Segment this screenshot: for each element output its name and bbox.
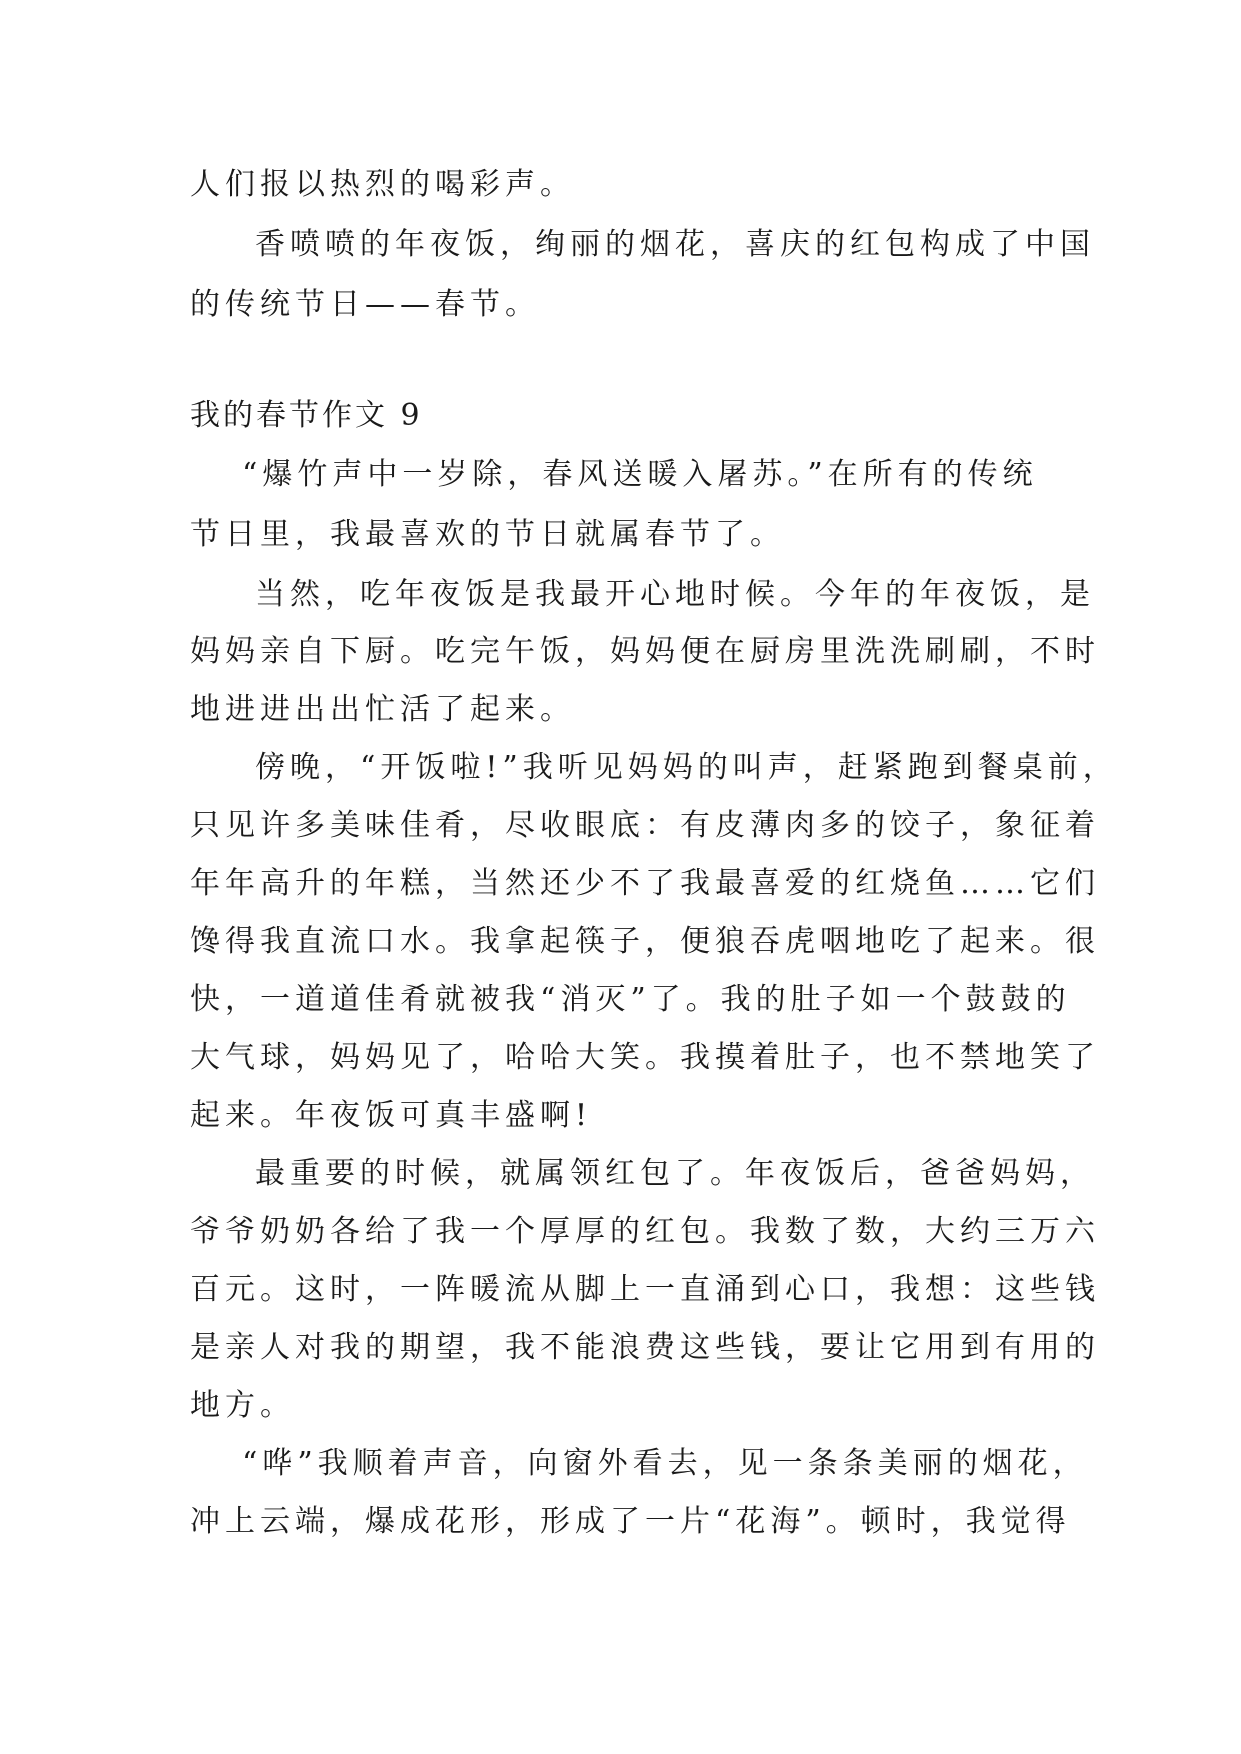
- paragraph-line: 妈妈亲自下厨。吃完午饭，妈妈便在厨房里洗洗刷刷，不时: [190, 634, 1100, 669]
- paragraph-line: “爆竹声中一岁除，春风送暖入屠苏。”在所有的传统: [242, 457, 1038, 492]
- paragraph-line: 只见许多美味佳肴，尽收眼底：有皮薄肉多的饺子，象征着: [190, 808, 1100, 843]
- paragraph-line: 的传统节日——春节。: [190, 287, 540, 322]
- paragraph-line: 当然，吃年夜饭是我最开心地时候。今年的年夜饭，是: [255, 577, 1095, 612]
- paragraph-line: 地进进出出忙活了起来。: [190, 692, 575, 727]
- paragraph-line: 快，一道道佳肴就被我“消灭”了。我的肚子如一个鼓鼓的: [190, 982, 1071, 1017]
- paragraph-line: 起来。年夜饭可真丰盛啊!: [190, 1098, 593, 1133]
- paragraph-line: 爷爷奶奶各给了我一个厚厚的红包。我数了数，大约三万六: [190, 1214, 1100, 1249]
- paragraph-line: “哗”我顺着声音，向窗外看去，见一条条美丽的烟花，: [242, 1446, 1088, 1481]
- paragraph-line: 百元。这时，一阵暖流从脚上一直涌到心口，我想：这些钱: [190, 1272, 1100, 1307]
- paragraph-line: 香喷喷的年夜饭，绚丽的烟花，喜庆的红包构成了中国: [255, 227, 1095, 262]
- paragraph-line: 人们报以热烈的喝彩声。: [190, 167, 575, 202]
- paragraph-line: 最重要的时候，就属领红包了。年夜饭后，爸爸妈妈，: [255, 1156, 1095, 1191]
- paragraph-line: 节日里，我最喜欢的节日就属春节了。: [190, 517, 785, 552]
- section-title: 我的春节作文 9: [190, 398, 423, 433]
- paragraph-line: 傍晚，“开饭啦!”我听见妈妈的叫声，赶紧跑到餐桌前，: [255, 750, 1118, 785]
- paragraph-line: 是亲人对我的期望，我不能浪费这些钱，要让它用到有用的: [190, 1330, 1100, 1365]
- paragraph-line: 地方。: [190, 1388, 295, 1423]
- paragraph-line: 冲上云端，爆成花形，形成了一片“花海”。顿时，我觉得: [190, 1504, 1071, 1539]
- paragraph-line: 大气球，妈妈见了，哈哈大笑。我摸着肚子，也不禁地笑了: [190, 1040, 1100, 1075]
- paragraph-line: 馋得我直流口水。我拿起筷子，便狼吞虎咽地吃了起来。很: [190, 924, 1100, 959]
- paragraph-line: 年年高升的年糕，当然还少不了我最喜爱的红烧鱼……它们: [190, 866, 1100, 901]
